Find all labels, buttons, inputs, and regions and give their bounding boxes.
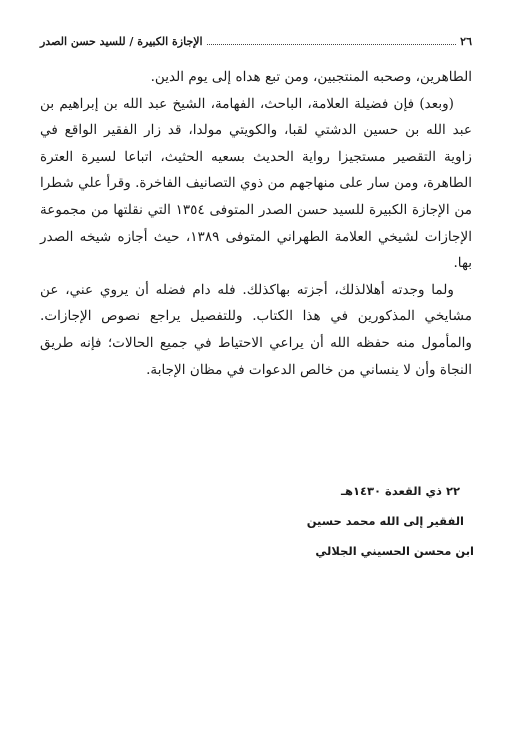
- page-number: ٢٦: [460, 35, 472, 48]
- paragraph-2: (وبعد) فإن فضيلة العلامة، الباحث، الفهامة، الشيخ عبد الله بن إبراهيم بن عبد الله بن حسين الدشتي لقبا، والكويتي مولدا، قد زار الفقير الواقع في زاوية التقصير مستجيزا رواية الحديث بسعيه الحثيث، اتباعا لسيرة العترة الطاهرة، ومن سار على منهاجهم من ذوي التصانيف الفاخرة. وقرأ علي شطرا من الإجازة الكبيرة للسيد حسن الصدر المتوفى ١٣٥٤ التي نقلتها من مجموعة الإجازات لشيخي العلامة الطهراني المتوفى ١٣٨٩، حيث أجازه شيخه الصدر بها.: [40, 95, 472, 272]
- body-text: [40, 64, 472, 383]
- paragraph-1: الطاهرين، وصحبه المنتجبين، ومن تبع هداه إلى يوم الدين.: [150, 69, 472, 85]
- signature-name-line-2: ابن محسن الحسيني الجلالي: [315, 544, 474, 558]
- header-leader-dots: [207, 43, 457, 45]
- paragraph-3: ولما وجدته أهلالذلك، أجزته بهاكذلك. فله دام فضله أن يروي عني، عن مشايخي المذكورين في هذا الكتاب. وللتفصيل يراجع نصوص الإجازات. والمأمول منه حفظه الله أن يراعي الاحتياط في جميع الحالات؛ فإنه طريق النجاة وأن لا ينساني من خالص الدعوات في مظان الإجابة.: [40, 281, 472, 378]
- page-header: [40, 30, 472, 48]
- running-title: الإجازة الكبيرة / للسيد حسن الصدر: [40, 35, 203, 48]
- signature-date: ٢٢ ذي القعدة ١٤٣٠هـ: [341, 484, 460, 498]
- signature-block: [52, 484, 512, 574]
- signature-name-line-1: الفقير إلى الله محمد حسين: [306, 514, 464, 528]
